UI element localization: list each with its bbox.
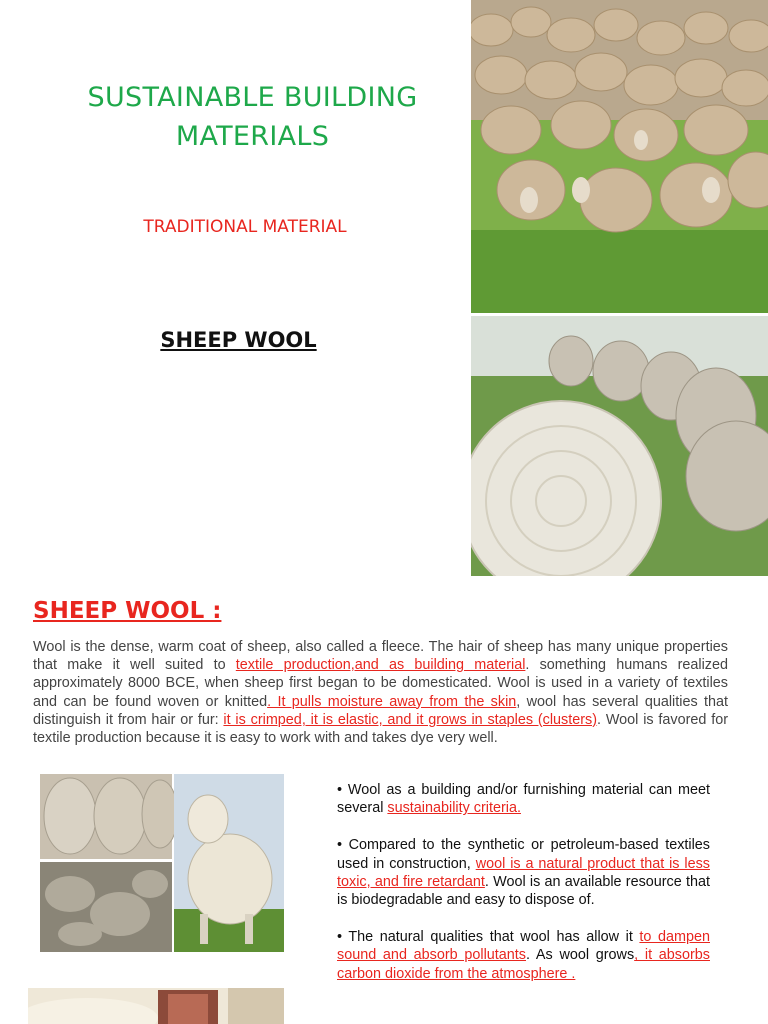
subtitle: TRADITIONAL MATERIAL xyxy=(143,217,347,237)
bullet-list xyxy=(337,781,710,1002)
bullet-3-text-1: • The natural qualities that wool has allow it xyxy=(337,929,640,946)
bullet-1-text: • Wool as a building and/or furnishing material can meet several xyxy=(337,782,710,817)
highlight-sustainability: sustainability criteria. xyxy=(387,800,521,817)
topic-heading: SHEEP WOOL xyxy=(160,328,317,352)
sheep-flock-photo xyxy=(471,0,768,313)
intro-text-2: . something humans realized approximately 8000 BCE, when sheep first began to be domesticated. Wool is used in a variety of textiles and can be found woven or knitted xyxy=(33,657,728,710)
highlight-textile-production: textile production,and as building material xyxy=(235,657,526,674)
intro-text-4: . Wool is favored for textile production because it is easy to work with and takes dye very well. xyxy=(33,711,728,747)
section-heading: SHEEP WOOL : xyxy=(33,598,222,624)
wool-handling-photo xyxy=(28,988,284,1024)
bullet-qualities xyxy=(337,928,710,983)
intro-text-3: , wool has several qualities that distinguish it from hair or fur: xyxy=(33,693,729,728)
intro-text-1: Wool is the dense, warm coat of sheep, also called a fleece. The hair of sheep has many unique properties that make it well suited to xyxy=(33,639,728,674)
wool-roll-photo xyxy=(471,316,768,576)
wool-insulation-collage xyxy=(40,774,284,952)
highlight-dampen-sound: to dampen sound and absorb pollutants xyxy=(337,929,710,964)
page-title: SUSTAINABLE BUILDING MATERIALS xyxy=(87,82,418,152)
intro-paragraph xyxy=(33,638,728,747)
bullet-2-text-2: . Wool is an available resource that is biodegradable and easy to dispose of. xyxy=(337,873,710,909)
bullet-2-text-1: • Compared to the synthetic or petroleum-based textiles used in construction, xyxy=(337,837,710,872)
highlight-qualities: it is crimped, it is elastic, and it grows in staples (clusters) xyxy=(223,711,598,728)
bullet-natural-product xyxy=(337,836,710,909)
bullet-sustainability xyxy=(337,781,710,817)
highlight-moisture: . It pulls moisture away from the skin xyxy=(267,693,517,710)
highlight-carbon-dioxide: , it absorbs carbon dioxide from the atmosphere . xyxy=(337,947,710,982)
bullet-3-text-2: . As wool grows xyxy=(526,947,635,964)
highlight-natural-product: wool is a natural product that is less toxic, and fire retardant xyxy=(337,855,710,890)
